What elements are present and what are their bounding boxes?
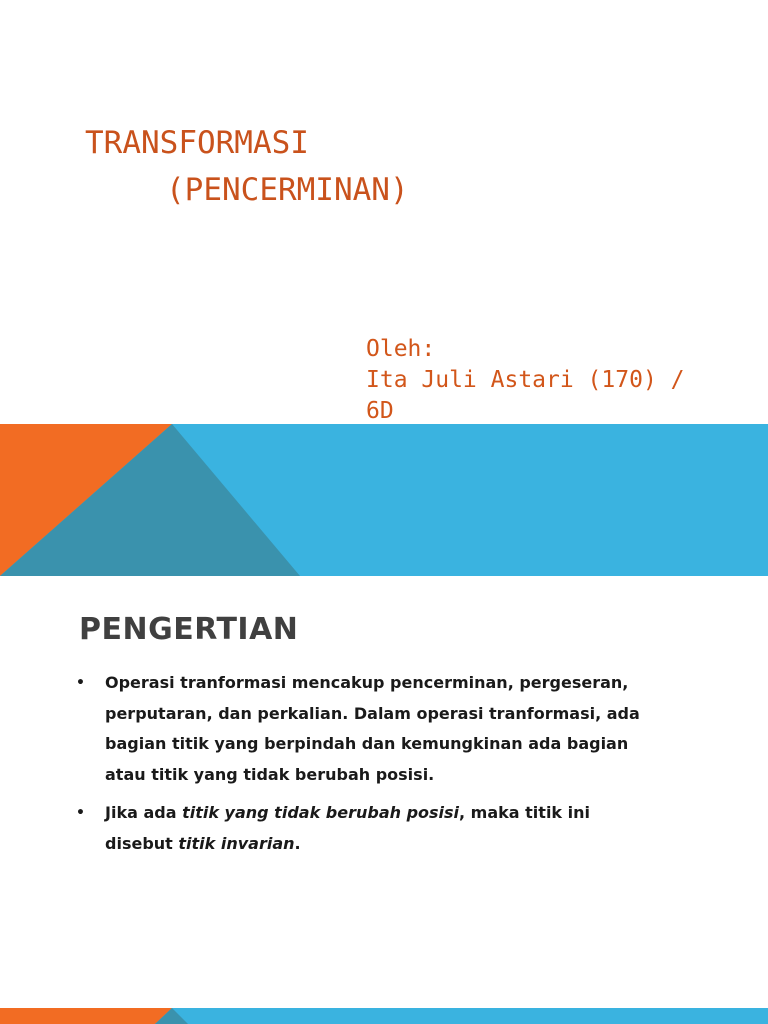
bullet-1-line-1: Operasi tranformasi mencakup pencerminan, pergeseran, bbox=[105, 673, 629, 692]
bullet-2-text: disebut bbox=[105, 833, 179, 853]
bullet-2-emphasis: titik invarian bbox=[178, 833, 295, 853]
bottom-decorative-band bbox=[0, 1008, 768, 1024]
slide-title-line-1: TRANSFORMASI bbox=[85, 125, 309, 161]
bullet-2-text: . bbox=[294, 833, 301, 853]
bullet-2-emphasis: titik yang tidak berubah posisi bbox=[182, 803, 460, 822]
bullet-1-line-3: bagian titik yang berpindah dan kemungkinan ada bagian bbox=[105, 734, 629, 753]
bullet-1-line-2: perputaran, dan perkalian. Dalam operasi tranformasi, ada bbox=[105, 703, 640, 723]
bullet-2-text: Jika ada bbox=[105, 803, 183, 822]
list-item bbox=[76, 798, 696, 859]
list-item bbox=[76, 668, 696, 790]
bullet-icon: • bbox=[76, 805, 85, 821]
bottom-band-orange bbox=[0, 1008, 172, 1024]
slide-title-line-2: (PENCERMINAN) bbox=[166, 172, 409, 208]
bottom-band-graphic bbox=[0, 1008, 768, 1024]
section-heading: PENGERTIAN bbox=[79, 612, 299, 647]
content-slide bbox=[0, 576, 768, 1024]
bullet-2-text: , maka titik ini bbox=[459, 803, 590, 822]
decorative-band-graphic bbox=[0, 424, 768, 576]
author-label: Oleh: bbox=[366, 336, 436, 362]
bullet-list bbox=[76, 668, 696, 867]
author-class: 6D bbox=[366, 398, 394, 424]
bullet-icon: • bbox=[76, 675, 85, 691]
author-name: Ita Juli Astari (170) / bbox=[366, 367, 685, 393]
decorative-band bbox=[0, 424, 768, 576]
author-block bbox=[366, 334, 706, 427]
bullet-1-line-4: atau titik yang tidak berubah posisi. bbox=[105, 764, 435, 784]
